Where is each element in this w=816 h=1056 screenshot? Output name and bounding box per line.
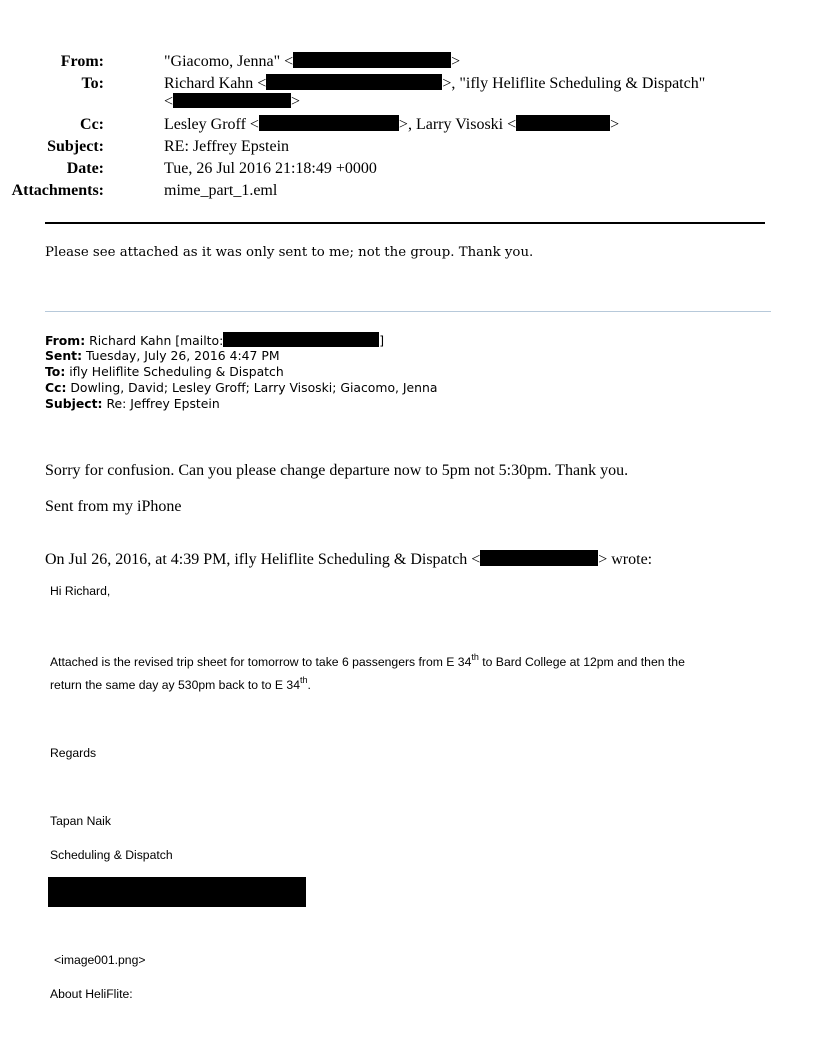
redaction — [223, 332, 379, 347]
message-separator — [45, 311, 771, 312]
quoted-para-d: . — [307, 678, 311, 692]
fwd-from-close: ] — [379, 333, 385, 348]
quote-attribution — [45, 550, 652, 569]
fwd-to-value: ifly Heliflite Scheduling & Dispatch — [69, 364, 284, 379]
forward-note: Please see attached as it was only sent to me; not the group. Thank you. — [45, 245, 534, 260]
superscript-th: th — [300, 675, 308, 685]
fwd-from-line — [45, 332, 384, 349]
header-subject-value: RE: Jeffrey Epstein — [164, 138, 290, 155]
header-to-value — [164, 74, 705, 94]
header-to-label: To: — [81, 75, 104, 92]
quoted-sender-title: Scheduling & Dispatch — [50, 848, 173, 862]
cc-text-c: > — [610, 116, 620, 133]
header-date-label: Date: — [66, 160, 104, 177]
cc-text-a: Lesley Groff < — [164, 116, 259, 133]
redaction — [516, 115, 610, 131]
from-text: "Giacomo, Jenna" < — [164, 53, 294, 70]
header-from-label: From: — [60, 53, 104, 70]
fwd-sent-label: Sent: — [45, 348, 83, 363]
quote-attr-b: > wrote: — [598, 551, 653, 568]
quoted-para-c: return the same day ay 530pm back to to E 34 — [50, 678, 300, 692]
redaction — [480, 550, 598, 566]
redaction — [259, 115, 399, 131]
header-cc-value — [164, 115, 619, 135]
header-subject-label: Subject: — [47, 138, 104, 155]
header-date-value: Tue, 26 Jul 2016 21:18:49 +0000 — [164, 160, 377, 177]
fwd-sent-line — [45, 348, 280, 364]
header-attachments-label: Attachments: — [11, 182, 104, 199]
header-from-value — [164, 52, 460, 72]
quote-attr-a: On Jul 26, 2016, at 4:39 PM, ifly Heliflite Scheduling & Dispatch < — [45, 551, 481, 568]
quoted-sender-name: Tapan Naik — [50, 814, 111, 828]
redaction — [173, 93, 291, 108]
quoted-paragraph-line-2 — [50, 675, 311, 692]
header-attachments-value: mime_part_1.eml — [164, 182, 278, 199]
superscript-th: th — [471, 652, 479, 662]
quoted-para-b: to Bard College at 12pm and then the — [478, 655, 685, 669]
header-to-value-cont — [164, 92, 300, 112]
redaction — [293, 52, 451, 68]
quoted-paragraph-line-1 — [50, 652, 685, 669]
fwd-subject-label: Subject: — [45, 396, 103, 411]
reply-line-1: Sorry for confusion. Can you please change departure now to 5pm not 5:30pm. Thank you. — [45, 462, 629, 479]
header-divider — [45, 222, 765, 224]
fwd-to-label: To: — [45, 364, 66, 379]
quoted-para-a: Attached is the revised trip sheet for tomorrow to take 6 passengers from E 34 — [50, 655, 472, 669]
quoted-image-placeholder: <image001.png> — [54, 953, 146, 967]
to-text-a: Richard Kahn < — [164, 75, 267, 92]
fwd-cc-value: Dowling, David; Lesley Groff; Larry Visoski; Giacomo, Jenna — [70, 380, 438, 395]
redaction — [266, 74, 442, 90]
to-text-b: >, "ifly Heliflite Scheduling & Dispatch" — [442, 75, 706, 92]
fwd-from-label: From: — [45, 333, 86, 348]
reply-signature: Sent from my iPhone — [45, 498, 182, 515]
to-text-c: < — [164, 93, 174, 110]
header-cc-label: Cc: — [80, 116, 104, 133]
redaction-block — [48, 877, 306, 907]
cc-text-b: >, Larry Visoski < — [398, 116, 517, 133]
fwd-cc-label: Cc: — [45, 380, 67, 395]
to-text-d: > — [291, 93, 301, 110]
fwd-from-value: Richard Kahn [mailto: — [89, 333, 224, 348]
fwd-subject-value: Re: Jeffrey Epstein — [106, 396, 220, 411]
quoted-greeting: Hi Richard, — [50, 584, 111, 598]
fwd-cc-line — [45, 380, 437, 396]
quoted-about: About HeliFlite: — [50, 987, 133, 1001]
quoted-regards: Regards — [50, 746, 97, 760]
from-close: > — [451, 53, 461, 70]
fwd-sent-value: Tuesday, July 26, 2016 4:47 PM — [85, 348, 280, 363]
fwd-subject-line — [45, 396, 220, 412]
fwd-to-line — [45, 364, 284, 380]
